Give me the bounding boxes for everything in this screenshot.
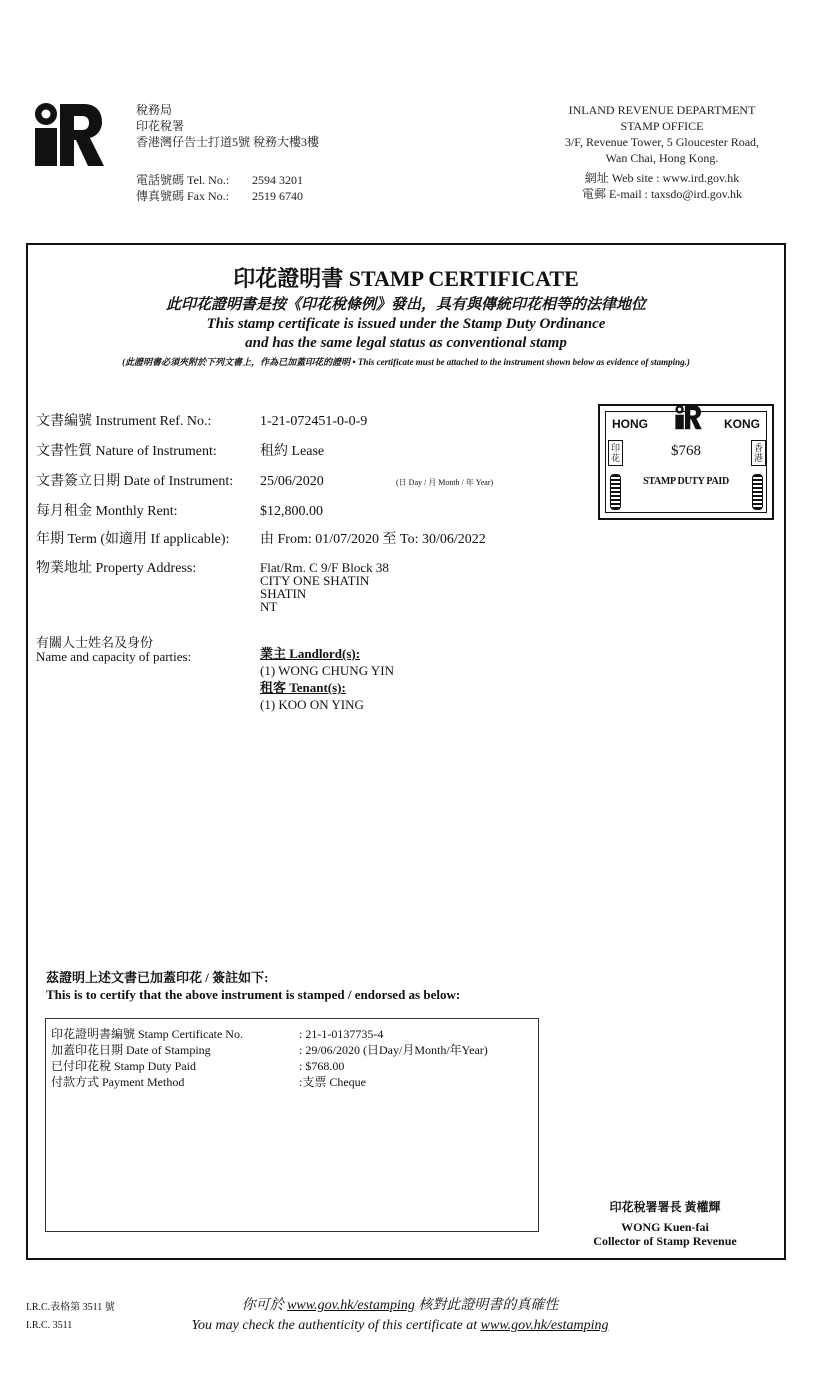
dept-line: STAMP OFFICE — [620, 119, 704, 133]
endorse-value: :支票 Cheque — [299, 1075, 366, 1089]
landlord-name: (1) WONG CHUNG YIN — [260, 663, 394, 678]
stamp-amount: $768 — [671, 443, 701, 459]
estamping-link[interactable]: www.gov.hk/estamping — [287, 1298, 415, 1313]
fax-label: 傳真號碼 Fax No.: — [136, 189, 230, 203]
endorsement-box — [45, 1018, 539, 1232]
parties-label — [36, 636, 191, 664]
date-format-hint: (日 Day / 月 Month / 年 Year) — [396, 478, 494, 487]
dept-line: Wan Chai, Hong Kong. — [605, 151, 719, 165]
dept-line: 稅務局 — [136, 103, 173, 117]
rent-label: 每月租金 Monthly Rent: — [36, 504, 178, 519]
ref-value: 1-21-072451-0-0-9 — [260, 414, 368, 429]
ird-logo — [32, 100, 104, 168]
authenticity-note — [140, 1296, 660, 1336]
parties-label-zh: 有關人士姓名及身份 — [36, 635, 154, 650]
date-label: 文書簽立日期 Date of Instrument: — [36, 474, 234, 489]
dept-name-en — [530, 102, 794, 202]
certificate-subtitle — [26, 296, 786, 353]
form-number-zh: I.R.C.表格第 3511 號 — [26, 1302, 115, 1313]
address-label: 物業地址 Property Address: — [36, 561, 197, 576]
fax-value: 2519 6740 — [252, 189, 303, 203]
authenticity-zh-post: 核對此證明書的真確性 — [414, 1298, 559, 1313]
stamp-left-seal: 印花 — [608, 440, 623, 466]
parties-list — [260, 645, 394, 713]
form-number-en: I.R.C. 3511 — [26, 1320, 73, 1331]
property-address — [260, 561, 389, 613]
stamp-ornament-icon — [752, 474, 763, 510]
authenticity-en-pre: You may check the authenticity of this certificate at — [191, 1318, 481, 1333]
dept-line: 香港灣仔告士打道5號 稅務大樓3樓 — [136, 135, 320, 149]
nature-label: 文書性質 Nature of Instrument: — [36, 444, 217, 459]
contact-numbers — [136, 172, 303, 204]
dept-line: 印花稅署 — [136, 119, 185, 133]
landlord-heading: 業主 Landlord(s): — [260, 646, 361, 661]
subtitle-en-1: This stamp certificate is issued under the Stamp Duty Ordinance — [206, 316, 606, 332]
stamp-caption: STAMP DUTY PAID — [643, 476, 729, 487]
stamp-duty-paid-stamp — [598, 404, 774, 520]
estamping-link-en[interactable]: www.gov.hk/estamping — [480, 1318, 609, 1333]
nature-value: 租約 Lease — [260, 444, 325, 459]
endorse-label: 印花證明書編號 Stamp Certificate No. — [51, 1027, 243, 1041]
email: 電郵 E-mail : taxsdo@ird.gov.hk — [582, 187, 742, 201]
tenant-name: (1) KOO ON YING — [260, 697, 364, 712]
tenant-heading: 租客 Tenant(s): — [260, 680, 346, 695]
rent-value: $12,800.00 — [260, 504, 323, 519]
stamp-logo-icon — [670, 404, 706, 435]
endorsement-heading-zh: 茲證明上述文書已加蓋印花 / 簽註如下: — [46, 970, 269, 985]
date-value: 25/06/2020 — [260, 474, 324, 489]
ref-label: 文書編號 Instrument Ref. No.: — [36, 414, 212, 429]
collector-title-zh: 印花稅署署長 黃權輝 — [609, 1200, 721, 1214]
endorse-value: : 29/06/2020 (日Day/月Month/年Year) — [299, 1043, 488, 1057]
address-line: Flat/Rm. C 9/F Block 38 — [260, 560, 389, 575]
address-line: CITY ONE SHATIN — [260, 573, 370, 588]
dept-line: INLAND REVENUE DEPARTMENT — [568, 103, 756, 117]
stamp-hong: HONG — [612, 417, 648, 431]
endorse-label: 付款方式 Payment Method — [51, 1075, 185, 1089]
address-line: SHATIN — [260, 586, 307, 601]
endorse-value: : 21-1-0137735-4 — [299, 1027, 384, 1041]
stamp-right-seal: 香港 — [751, 440, 766, 466]
tel-value: 2594 3201 — [252, 173, 303, 187]
subtitle-en-2: and has the same legal status as conventional stamp — [245, 335, 567, 351]
attachment-note: (此證明書必須夾附於下列文書上，作為已加蓋印花的證明 • This certificate must be attached to the instrument shown below as evidence of stamping.) — [122, 357, 690, 367]
endorse-label: 加蓋印花日期 Date of Stamping — [51, 1043, 211, 1057]
term-label: 年期 Term (如適用 If applicable): — [36, 532, 230, 547]
collector-name: WONG Kuen-fai — [621, 1220, 709, 1234]
endorse-label: 已付印花稅 Stamp Duty Paid — [51, 1059, 197, 1073]
parties-label-en: Name and capacity of parties: — [36, 649, 192, 664]
authenticity-zh-pre: 你可於 — [241, 1298, 288, 1313]
endorse-value: : $768.00 — [299, 1059, 345, 1073]
endorsement-heading-en: This is to certify that the above instrument is stamped / endorsed as below: — [46, 987, 461, 1002]
collector-signature — [560, 1200, 770, 1248]
dept-line: 3/F, Revenue Tower, 5 Gloucester Road, — [564, 135, 760, 149]
website: 網址 Web site : www.ird.gov.hk — [584, 171, 740, 185]
collector-title-en: Collector of Stamp Revenue — [593, 1234, 737, 1248]
subtitle-zh: 此印花證明書是按《印花稅條例》發出，具有與傳統印花相等的法律地位 — [165, 297, 646, 313]
address-line: NT — [260, 599, 278, 614]
term-value: 由 From: 01/07/2020 至 To: 30/06/2022 — [260, 532, 486, 547]
certificate-title: 印花證明書 STAMP CERTIFICATE — [233, 266, 579, 291]
stamp-ornament-icon — [610, 474, 621, 510]
tel-label: 電話號碼 Tel. No.: — [136, 173, 230, 187]
endorsement-heading — [46, 969, 460, 1003]
form-number — [26, 1299, 115, 1335]
dept-name-zh — [136, 102, 319, 150]
stamp-kong: KONG — [724, 417, 760, 431]
